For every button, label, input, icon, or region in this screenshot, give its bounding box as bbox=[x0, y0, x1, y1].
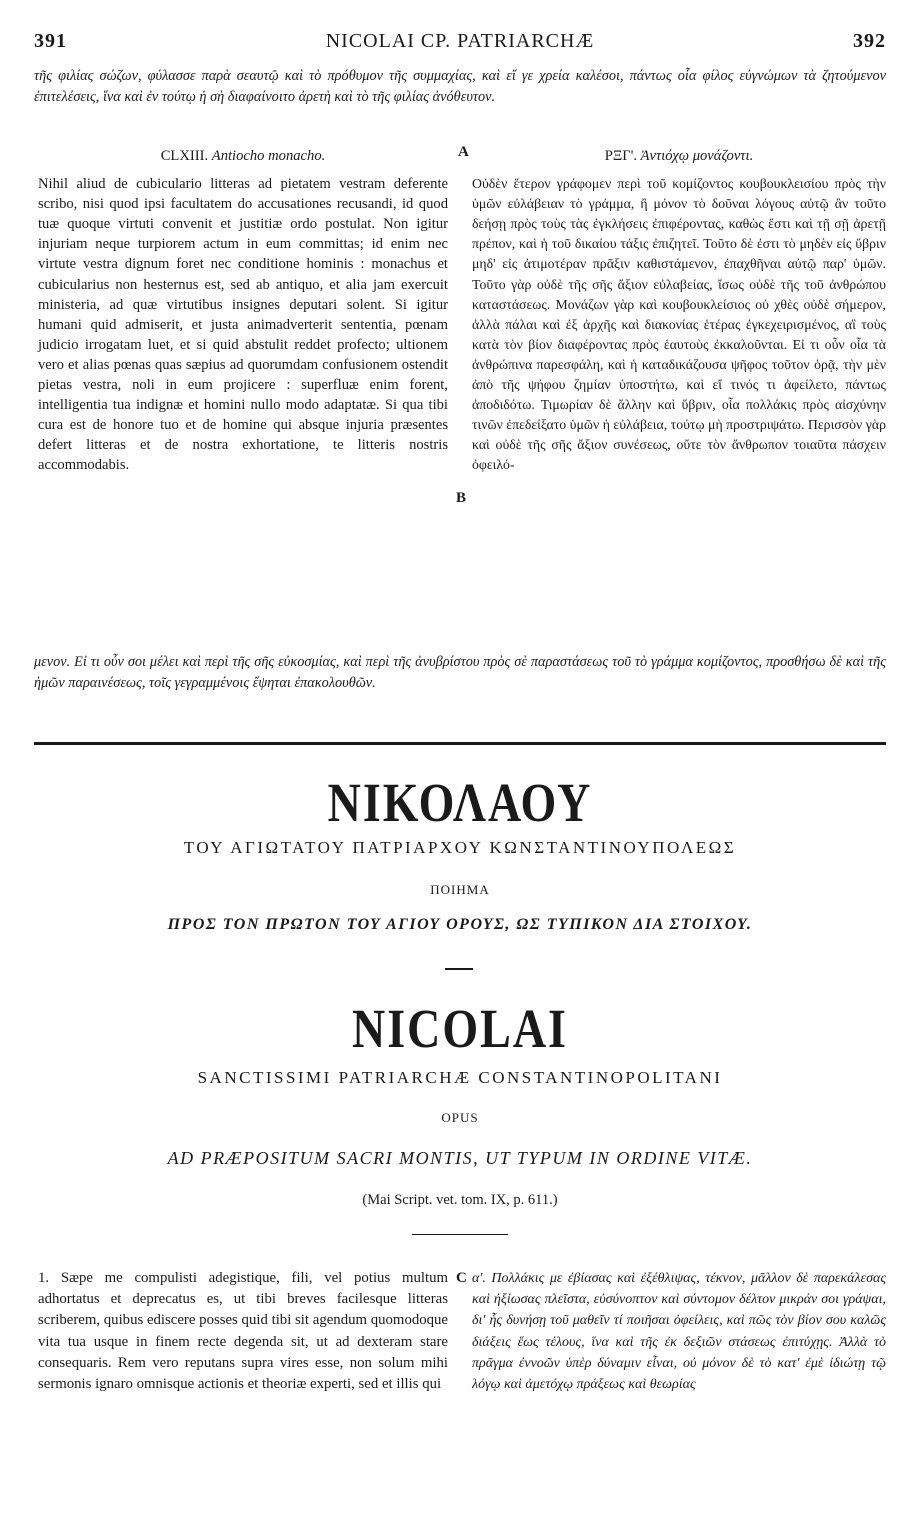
latin-letter-heading bbox=[38, 146, 448, 166]
latin-title-line3: AD PRÆPOSITUM SACRI MONTIS, UT TYPUM IN ORDINE VITÆ. bbox=[167, 1148, 753, 1168]
letter-latin-column bbox=[38, 146, 448, 476]
greek-title-main: ΝΙΚΟΛΑΟΥ bbox=[327, 771, 593, 834]
latin-letter-text: Nihil aliud de cubiculario litteras ad pietatem vestram deferente scribo, nisi quod ipsi facultatem do accusationes recusandi, id quod tuæ quoque virtuti convenit et justitiæ ordo postulat. Non igitur injuriam neque turpiorem actum in eum committas; id enim nec virtute vestra dignum foret nec conditione hominis : monachus et cubicularius non hesternus est, sed ab antiquo, et alia jam exercuit ministeria, ad quæ virtutibus insignes deputari solent. Si igitur humani quid admiserit, et justa animadverterit sententia, pœnam judicio irrogatam luet, et si quid abstulit reddet profecto; ultionem vero et alias pœnas quas sæpius ad quorumdam confusionem ostendit pietas vestra, noli in eum projicere : superfluæ enim forent, intelligentia tua indignæ et homini nullo modo adaptatæ. Si qua tibi cura est de honore tuo et de homine qui absque injuria præsentes defert litteras et de nostra exhortatione, te litteris nostris accommodabis. bbox=[38, 176, 448, 474]
page-number-left: 391 bbox=[34, 30, 67, 52]
latin-title-line1: SANCTISSIMI PATRIARCHÆ CONSTANTINOPOLITANI bbox=[197, 1068, 723, 1087]
greek-letter-text: Οὐδὲν ἕτερον γράφομεν περὶ τοῦ κομίζοντος κουβουκλεισίου πρὸς τὴν ὑμῶν εὐλάβειαν τὸ γράμμα, ἢ μόνον τὸ δοῦναι λόγους αὐτῷ ἂν τοῦτο δεήσῃ πρὸς τοὺς τὰς ἐγκλήσεις ἐπιφέροντας, καθὼς ἔστι καὶ τῇ σῇ ἀρετῇ πρέπον, καὶ ἡ τοῦ δικαίου τάξις ἐπιζητεῖ. Τοῦτο δὲ ἐστι τὸ μηδὲν εἰς ὕβριν μηδ' εἰς ἀτιμοτέραν πρᾶξιν καθιστάμενον, ἐπαχθῆναι αὐτῷ παρ' ὑμῶν. Τοῦτο γὰρ οὐδὲ τῆς σῆς ἄξιον εὐλαβείας, ἴσως οὐδὲ τῆς τοῦ ἀνθρώπου καταστάσεως. Μονάζων γὰρ καὶ κουβουκλείσιος οὐ χθὲς οὐδὲ σήμερον, ἀλλὰ πάλαι καὶ ἐξ ἀρχῆς καὶ διακονίας ἑτέρας ἐγκεχειρισμένος, αἳ τοὺς κατὰ τὸν βίον διαφέροντας πρὸς ἑαυτοὺς ἐκκαλοῦνται. Εἰ τι οὖν οἷα τὰ ἀνθρώπινα παρεσφάλη, καὶ ἡ καταδικάζουσα ψῆφος τοῦτον ὁρᾷ, τὴν μὲν ἀπὸ τῆς ψήφου ζημίαν ὑποστήτω, καὶ εἴ τινός τι ἀφείλετο, πάντως ἀποδιδότω. Τιμωρίαν δὲ ἄλλην καὶ ὕβριν, οἷα πολλάκις πρὸς αἰσχύνην τινῶν ἐπεδείξατο ὑμῶν ἡ εὐλάβεια, τούτῳ μὴ προστριψάτω. Περισσὸν γὰρ καὶ οὐδὲ τῆς σῆς ἄξιον συνέσεως, οὔτε τὸν ἄνθρωπον τοιαῦτα πάσχειν ὀφειλό- bbox=[472, 176, 886, 473]
running-title: NICOLAI CP. PATRIARCHÆ bbox=[325, 30, 595, 52]
title-divider bbox=[445, 968, 473, 970]
latin-letter-number: CLXIII. bbox=[160, 148, 209, 164]
source-reference: (Mai Script. vet. tom. IX, p. 611.) bbox=[362, 1192, 558, 1208]
greek-title-line1: ΤΟΥ ΑΓΙΩΤΑΤΟΥ ΠΑΤΡΙΑΡΧΟΥ ΚΩΝΣΤΑΝΤΙΝΟΥΠΟΛΕΩΣ bbox=[183, 838, 737, 857]
opus-latin-text: 1. Sæpe me compulisti adegistique, fili, vel potius multum adhortatus et deprecatus es, ut tibi breves facilesque litteras scriberem, quibus ediscere posses quid tibi sit agendum quomodoque vita tua usque in finem recte degenda sit, ut ad dexteram stare consequaris. Rem vero reputans supra vires esse, non solum mihi sermonis ignaro omnisque actionis et theoriæ experti, sed et illis qui bbox=[38, 1270, 448, 1393]
section-divider bbox=[34, 742, 886, 745]
latin-title-main: NICOLAI bbox=[352, 997, 568, 1060]
page-number-right: 392 bbox=[853, 30, 886, 52]
running-header bbox=[34, 30, 886, 60]
greek-letter-number: ΡΞΓ'. bbox=[604, 148, 637, 164]
margin-letter-c: C bbox=[456, 1270, 467, 1286]
greek-letter-addressee: Ἀντιόχῳ μονάζοντι. bbox=[640, 148, 754, 164]
opus-greek-text: α'. Πολλάκις με ἐβίασας καὶ ἐξέθλιψας, τέκνον, μᾶλλον δὲ παρεκάλεσας καὶ ἠξίωσας πλεῖστα, εὐσύνοπτον καὶ σύντομον δέλτον μικράν σοι γράψαι, δι' ἧς δυνήσῃ τοῦ μαθεῖν τί ποιῆσαι ὀφείλεις, καὶ πῶς τὸν βίον σου καλῶς διάξεις ἕως τέλους, ἵνα καὶ τῆς ἐκ δεξιῶν στάσεως ἐπιτύχῃς. Ἀλλὰ τὸ πρᾶγμα ἐννοῶν ὑπὲρ δύναμιν εἶναι, οὐ μόνον δὲ τὸ κατ' ἐμὲ ἰδιώτῃ τῷ λόγῳ καὶ ἀμετόχῳ πράξεως καὶ θεωρίας bbox=[472, 1271, 886, 1393]
latin-letter-addressee: Antiocho monacho. bbox=[211, 148, 326, 164]
greek-continuation: μενον. Εἰ τι οὖν σοι μέλει καὶ περὶ τῆς σῆς εὐκοσμίας, καὶ περὶ τῆς ἀνυβρίστου πρὸς σὲ παραστάσεως τοῦ τὸ γράμμα κομίζοντος, προσθήσω δὲ καὶ τῆς ἡμῶν παραινέσεως, τοῖς γεγραμμένοις ἔψηται ἐπακολουθῶν. bbox=[34, 654, 886, 691]
letter-greek-column bbox=[472, 146, 886, 476]
greek-title-line3: ΠΡΟΣ ΤΟΝ ΠΡΩΤΟΝ ΤΟΥ ΑΓΙΟΥ ΟΡΟΥΣ, ΩΣ ΤΥΠΙΚΟΝ ΔΙΑ ΣΤΟΙΧΟΥ. bbox=[167, 916, 753, 933]
greek-title-line2: ΠΟΙΗΜΑ bbox=[430, 882, 490, 897]
reference-divider bbox=[412, 1234, 508, 1235]
top-greek-paragraph: τῆς φιλίας σώζων, φύλασσε παρὰ σεαυτῷ καὶ τὸ πρόθυμον τῆς συμμαχίας, καὶ εἴ γε χρεία καλέσοι, πάντως οἷα φίλος εὐγνώμων τὰ ζητούμενον ἐπιτελέσεις, ἵνα καὶ ἐν τούτῳ ἡ σὴ διαφαίνοιτο ἀρετὴ καὶ τὸ τῆς φιλίας ἀνόθευτον. bbox=[34, 68, 886, 105]
margin-letter-a: A bbox=[458, 144, 469, 160]
greek-letter-heading bbox=[472, 146, 886, 166]
margin-letter-b: B bbox=[456, 490, 467, 506]
latin-title-line2: OPUS bbox=[441, 1110, 479, 1125]
